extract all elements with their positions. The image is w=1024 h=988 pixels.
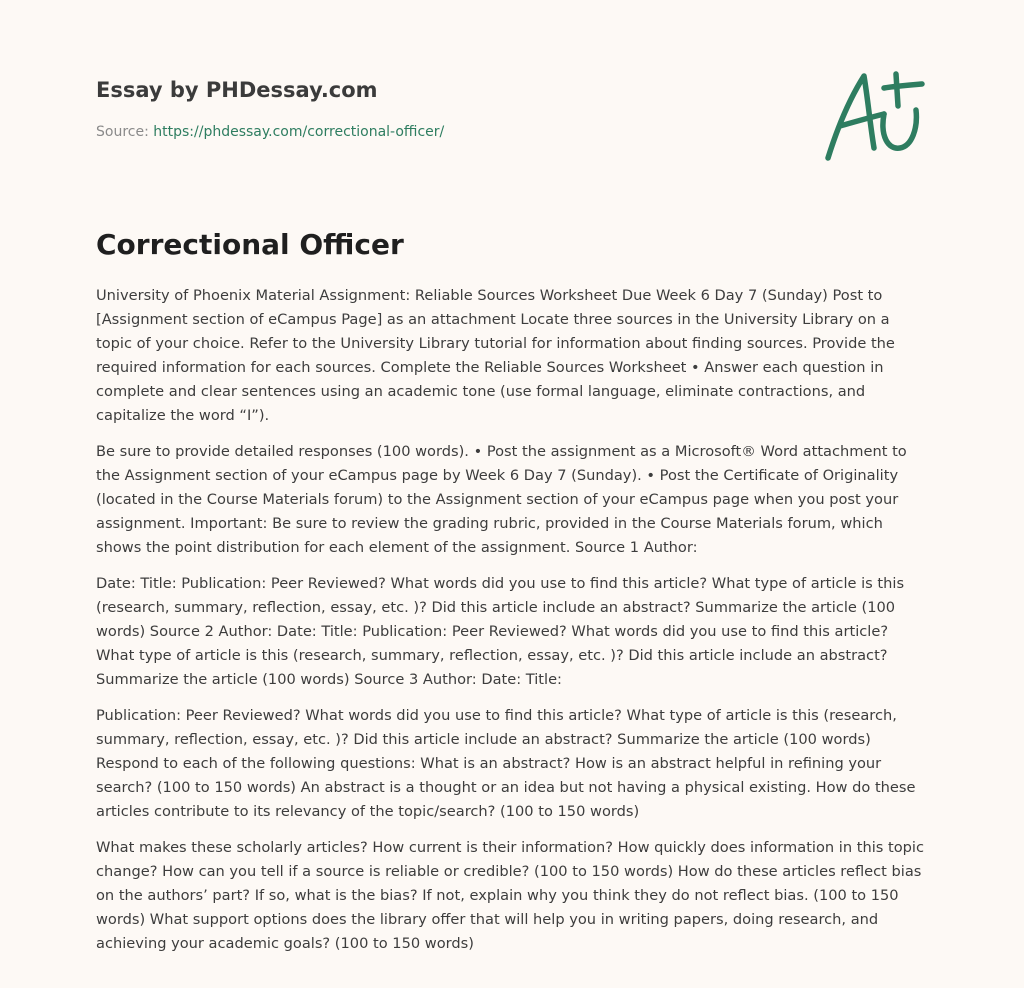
a-plus-grade-icon (818, 66, 928, 166)
article (96, 226, 928, 968)
paragraph: What makes these scholarly articles? How current is their information? How quickly does information in this topic change? How can you tell if a source is reliable or credible? (100 to 150 words) How do these articles reflect bias on the authors’ part? If so, what is the bias? If not, explain why you think they do not reflect bias. (100 to 150 words) What support options does the library offer that will help you in writing papers, doing research, and achieving your academic goals? (100 to 150 words) (96, 839, 925, 952)
paragraph: Date: Title: Publication: Peer Reviewed? What words did you use to find this article? What type of article is this (research, summary, reflection, essay, etc. )? Did this article include an abstract? Summarize the article (100 words) Source 2 Author: Date: Title: Publication: Peer Reviewed? What words did you use to find this article? What type of article is this (research, summary, reflection, essay, etc. )? Did this article include an abstract? Summarize the article (100 words) Source 3 Author: Date: Title: (96, 575, 905, 688)
source-label: Source: (96, 124, 149, 140)
paragraph: Be sure to provide detailed responses (100 words). • Post the assignment as a Microsoft® Word attachment to the Assignment section of your eCampus page by Week 6 Day 7 (Sunday). • Post the Certificate of Originality (located in the Course Materials forum) to the Assignment section of your eCampus page when you post your assignment. Important: Be sure to review the grading rubric, provided in the Course Materials forum, which shows the point distribution for each element of the assignment. Source 1 Author: (96, 443, 907, 556)
document-header (96, 74, 796, 142)
page-title: Correctional Officer (96, 228, 404, 261)
paragraph: Publication: Peer Reviewed? What words did you use to find this article? What type of article is this (research, summary, reflection, essay, etc. )? Did this article include an abstract? Summarize the article (100 words) Respond to each of the following questions: What is an abstract? How is an abstract helpful in refining your search? (100 to 150 words) An abstract is a thought or an idea but not having a physical existing. How do these articles contribute to its relevancy of the topic/search? (100 to 150 words) (96, 707, 916, 820)
source-link[interactable]: https://phdessay.com/correctional-officer/ (153, 124, 445, 140)
source-line (96, 122, 796, 142)
paragraph: University of Phoenix Material Assignment: Reliable Sources Worksheet Due Week 6 Day 7 (Sunday) Post to [Assignment section of eCampus Page] as an attachment Locate three sources in the University Library on a topic of your choice. Refer to the University Library tutorial for information about finding sources. Provide the required information for each sources. Complete the Reliable Sources Worksheet • Answer each question in complete and clear sentences using an academic tone (use formal language, eliminate contractions, and capitalize the word “I”). (96, 287, 895, 424)
brand-title: Essay by PHDessay.com (96, 78, 378, 102)
